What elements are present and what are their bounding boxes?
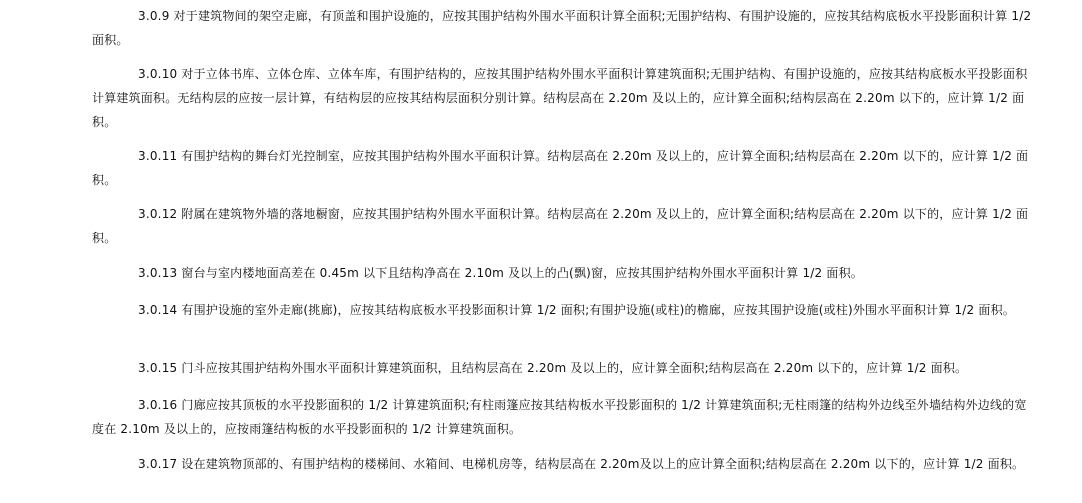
clause-3-0-13: 3.0.13 窗台与室内楼地面高差在 0.45m 以下且结构净高在 2.10m 及以上的凸(飘)窗，应按其围护结构外围水平面积计算 1/2 面积。 — [138, 266, 863, 280]
clause-3-0-11: 3.0.11 有围护结构的舞台灯光控制室，应按其围护结构外围水平面积计算。结构层高在 2.20m 及以上的，应计算全面积;结构层高在 2.20m 以下的，应计算 1/2 面积。 — [92, 149, 1029, 187]
clause-3-0-12: 3.0.12 附属在建筑物外墙的落地橱窗，应按其围护结构外围水平面积计算。结构层高在 2.20m 及以上的，应计算全面积;结构层高在 2.20m 以下的，应计算 1/2 面积。 — [92, 207, 1029, 245]
clause-3-0-17: 3.0.17 设在建筑物顶部的、有围护结构的楼梯间、水箱间、电梯机房等，结构层高在 2.20m及以上的应计算全面积;结构层高在 2.20m 以下的，应计算 1/2 面积。 — [138, 457, 1025, 471]
clause-3-0-14: 3.0.14 有围护设施的室外走廊(挑廊)，应按其结构底板水平投影面积计算 1/2 面积;有围护设施(或柱)的檐廊，应按其围护设施(或柱)外围水平面积计算 1/2 面积。 — [138, 303, 1016, 317]
clause-3-0-10: 3.0.10 对于立体书库、立体仓库、立体车库，有围护结构的，应按其围护结构外围水平面积计算建筑面积;无围护结构、有围护设施的，应按其结构底板水平投影面积计算建筑面积。无结构层的应按一层计算，有结构层的应按其结构层面积分别计算。结构层高在 2.20m 及以上的，应计算全面积;结构层高在 2.20m 以下的，应计算 1/2 面积。 — [92, 67, 1028, 129]
clause-3-0-16: 3.0.16 门廊应按其顶板的水平投影面积的 1/2 计算建筑面积;有柱雨篷应按其结构板水平投影面积的 1/2 计算建筑面积;无柱雨篷的结构外边线至外墙结构外边线的宽度在 2.10m 及以上的，应按雨篷结构板的水平投影面积的 1/2 计算建筑面积。 — [92, 398, 1027, 436]
clause-3-0-9: 3.0.9 对于建筑物间的架空走廊，有顶盖和围护设施的，应按其围护结构外围水平面积计算全面积;无围护结构、有围护设施的，应按其结构底板水平投影面积计算 1/2 面积。 — [92, 9, 1032, 47]
clause-3-0-15: 3.0.15 门斗应按其围护结构外围水平面积计算建筑面积，且结构层高在 2.20m 及以上的，应计算全面积;结构层高在 2.20m 以下的，应计算 1/2 面积。 — [138, 361, 968, 375]
